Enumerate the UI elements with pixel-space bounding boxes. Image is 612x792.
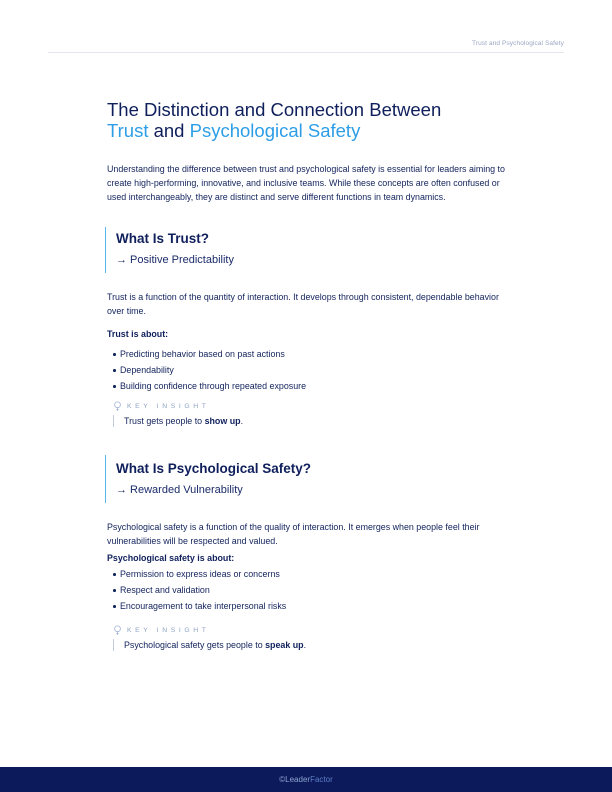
title-word-trust: Trust (107, 120, 149, 141)
footer-brand-factor: Factor (310, 775, 333, 784)
list-item: Building confidence through repeated exposure (107, 378, 507, 394)
lightbulb-icon (113, 625, 122, 636)
insight-text-prefix: Trust gets people to (124, 416, 205, 426)
ps-heading: What Is Psychological Safety? (116, 461, 312, 476)
list-item: Encouragement to take interpersonal risks (107, 598, 507, 614)
list-item: Respect and validation (107, 582, 507, 598)
intro-paragraph: Understanding the difference between trust and psychological safety is essential for leaders aiming to create high-performing, innovative, and inclusive teams. While these concepts are often confused or used interchangeably, they are distinct and serve different functions in team dynamics. (107, 164, 505, 202)
trust-key-insight (113, 400, 507, 427)
footer-copyright (279, 775, 333, 784)
document-title (107, 99, 507, 141)
trust-subheading: → Positive Predictability (116, 254, 234, 266)
trust-insight-text (113, 415, 507, 427)
page-header (48, 0, 564, 53)
title-word-psychological-safety: Psychological Safety (189, 120, 361, 141)
trust-description: Trust is a function of the quantity of interaction. It develops through consistent, dependable behavior over time. (107, 292, 499, 316)
ps-insight-text (113, 639, 507, 651)
insight-label: KEY INSIGHT (127, 626, 210, 634)
lightbulb-icon (113, 401, 122, 412)
ps-subheading: → Rewarded Vulnerability (116, 484, 243, 496)
insight-text-suffix: . (240, 416, 244, 426)
trust-heading: What Is Trust? (116, 231, 210, 246)
ps-section-header (105, 455, 507, 503)
copyright-symbol: © (279, 775, 286, 784)
title-word-and: and (153, 120, 185, 141)
trust-about-label: Trust is about: (107, 329, 169, 339)
list-item: Permission to express ideas or concerns (107, 566, 507, 582)
ps-key-insight (113, 624, 507, 651)
trust-section-header (105, 227, 507, 273)
list-item: Predicting behavior based on past actions (107, 346, 507, 362)
ps-about-label: Psychological safety is about: (107, 553, 235, 563)
title-line-1: The Distinction and Connection Between (107, 99, 442, 120)
page-footer (0, 767, 612, 792)
insight-text-suffix: . (303, 640, 307, 650)
insight-emphasis: show up (204, 416, 241, 426)
running-header-title: Trust and Psychological Safety (472, 40, 564, 47)
footer-brand-leader: Leader (285, 775, 311, 784)
list-item: Dependability (107, 362, 507, 378)
insight-label: KEY INSIGHT (127, 402, 210, 410)
ps-description: Psychological safety is a function of the quality of interaction. It emerges when people feel their vulnerabilities will be respected and valued. (107, 522, 480, 546)
trust-list (107, 346, 507, 394)
insight-emphasis: speak up (265, 640, 304, 650)
ps-list (107, 566, 507, 614)
main-content (107, 99, 507, 651)
insight-text-prefix: Psychological safety gets people to (124, 640, 266, 650)
